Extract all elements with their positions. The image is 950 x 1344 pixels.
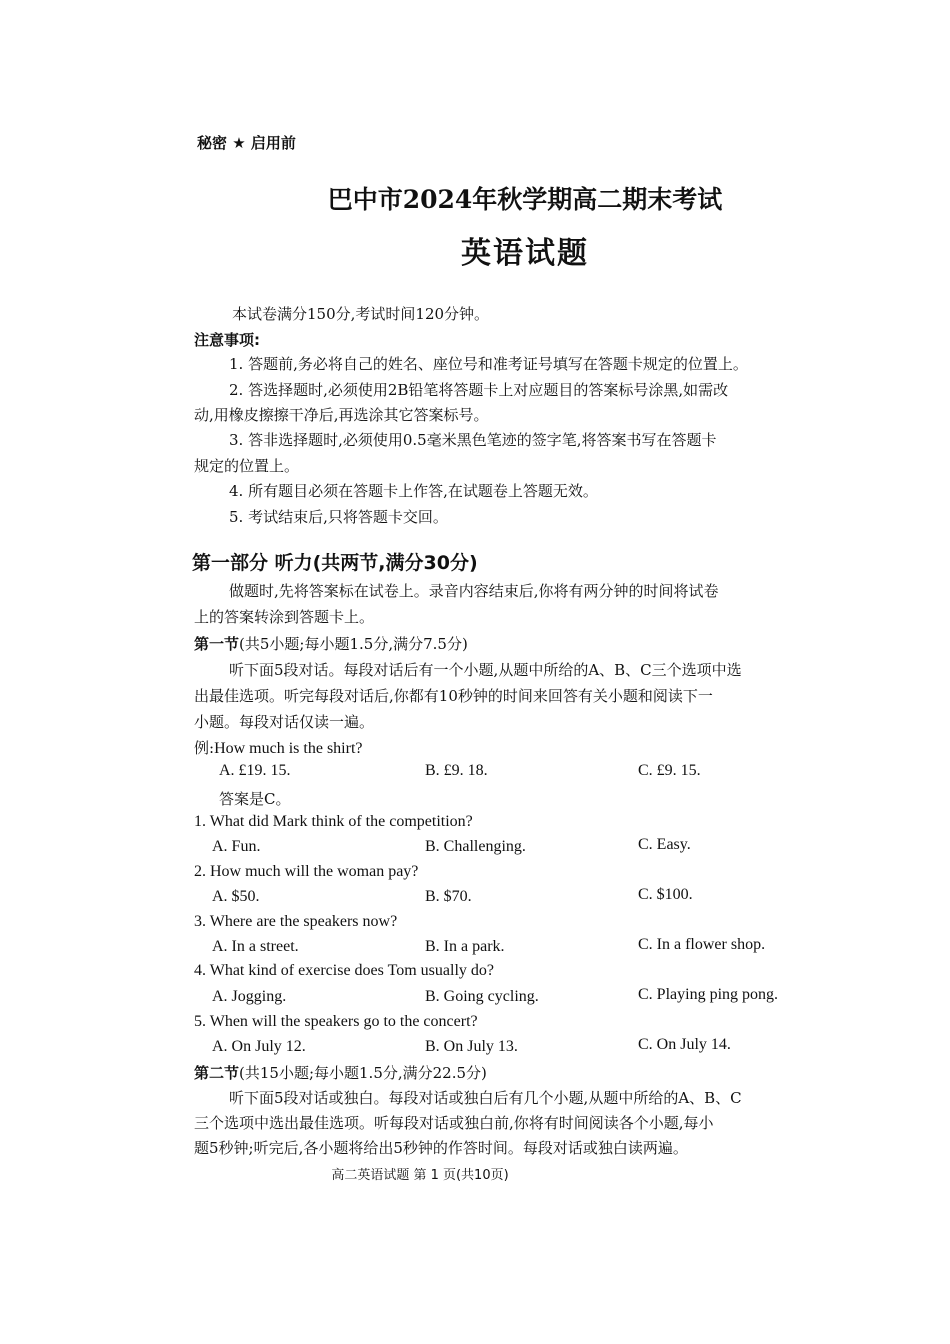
note-item: 3. 答非选择题时,必须使用0.5毫米黑色笔迹的签字笔,将答案书写在答题卡 <box>229 431 717 449</box>
option-c: C. In a flower shop. <box>638 936 766 953</box>
exam-title: 巴中市2024年秋学期高二期末考试 <box>327 185 723 214</box>
note-item: 规定的位置上。 <box>194 457 300 475</box>
example-question <box>194 737 362 758</box>
option-b: B. $70. <box>425 888 472 905</box>
section2-desc-line: 听下面5段对话或独白。每段对话或独白后有几个小题,从题中所给的A、B、C <box>229 1089 742 1107</box>
example-option-c: C. £9. 15. <box>638 762 701 779</box>
section2-desc-line: 题5秒钟;听完后,各小题将给出5秒钟的作答时间。每段对话或独白读两遍。 <box>194 1139 688 1157</box>
example-question-text: How much is the shirt? <box>214 740 363 757</box>
section1-label: 第一节 <box>194 635 240 653</box>
option-c: C. Easy. <box>638 836 691 853</box>
option-b: B. On July 13. <box>425 1038 518 1055</box>
option-b: B. Going cycling. <box>425 988 539 1005</box>
option-b: B. In a park. <box>425 938 505 955</box>
option-a: A. Jogging. <box>212 988 287 1005</box>
option-a: A. $50. <box>212 888 260 905</box>
subject-title: 英语试题 <box>461 236 589 271</box>
intro-line: 本试卷满分150分,考试时间120分钟。 <box>232 305 490 323</box>
part1-desc-line: 上的答案转涂到答题卡上。 <box>194 608 375 626</box>
note-item: 1. 答题前,务必将自己的姓名、座位号和准考证号填写在答题卡规定的位置上。 <box>229 355 748 373</box>
question-stem: 5. When will the speakers go to the concert? <box>194 1013 478 1030</box>
section1-heading <box>194 633 468 654</box>
question-stem: 4. What kind of exercise does Tom usually do? <box>194 962 494 979</box>
note-item: 动,用橡皮擦擦干净后,再选涂其它答案标号。 <box>194 406 489 424</box>
part1-heading: 第一部分 听力(共两节,满分30分) <box>192 552 478 574</box>
section2-desc-line: 三个选项中选出最佳选项。听每段对话或独白前,你将有时间阅读各个小题,每小 <box>194 1114 714 1132</box>
example-option-b: B. £9. 18. <box>425 762 488 779</box>
section2-heading-rest: (共15小题;每小题1.5分,满分22.5分) <box>239 1064 487 1082</box>
section1-heading-rest: (共5小题;每小题1.5分,满分7.5分) <box>239 635 468 653</box>
note-item: 5. 考试结束后,只将答题卡交回。 <box>229 508 448 526</box>
section1-desc-line: 听下面5段对话。每段对话后有一个小题,从题中所给的A、B、C三个选项中选 <box>229 661 742 679</box>
section2-label: 第二节 <box>194 1064 240 1082</box>
option-b: B. Challenging. <box>425 838 526 855</box>
section1-desc-line: 小题。每段对话仅读一遍。 <box>194 713 375 731</box>
option-c: C. $100. <box>638 886 693 903</box>
option-c: C. On July 14. <box>638 1036 731 1053</box>
page-footer: 高二英语试题 第 1 页(共10页) <box>331 1168 509 1183</box>
confidential-mark: 秘密 ★ 启用前 <box>197 134 296 152</box>
example-label: 例: <box>194 739 215 757</box>
example-option-a: A. £19. 15. <box>219 762 291 779</box>
option-c: C. Playing ping pong. <box>638 986 779 1003</box>
option-a: A. In a street. <box>212 938 299 955</box>
note-item: 2. 答选择题时,必须使用2B铅笔将答题卡上对应题目的答案标号涂黑,如需改 <box>229 381 729 399</box>
example-answer: 答案是C。 <box>219 790 291 808</box>
section1-desc-line: 出最佳选项。听完每段对话后,你都有10秒钟的时间来回答有关小题和阅读下一 <box>194 687 713 705</box>
note-item: 4. 所有题目必须在答题卡上作答,在试题卷上答题无效。 <box>229 482 598 500</box>
option-a: A. Fun. <box>212 838 261 855</box>
section2-heading <box>194 1062 487 1083</box>
question-stem: 2. How much will the woman pay? <box>194 863 419 880</box>
option-a: A. On July 12. <box>212 1038 306 1055</box>
notes-heading: 注意事项: <box>194 331 260 349</box>
part1-desc-line: 做题时,先将答案标在试卷上。录音内容结束后,你将有两分钟的时间将试卷 <box>229 582 719 600</box>
question-stem: 1. What did Mark think of the competition? <box>194 813 473 830</box>
question-stem: 3. Where are the speakers now? <box>194 913 398 930</box>
